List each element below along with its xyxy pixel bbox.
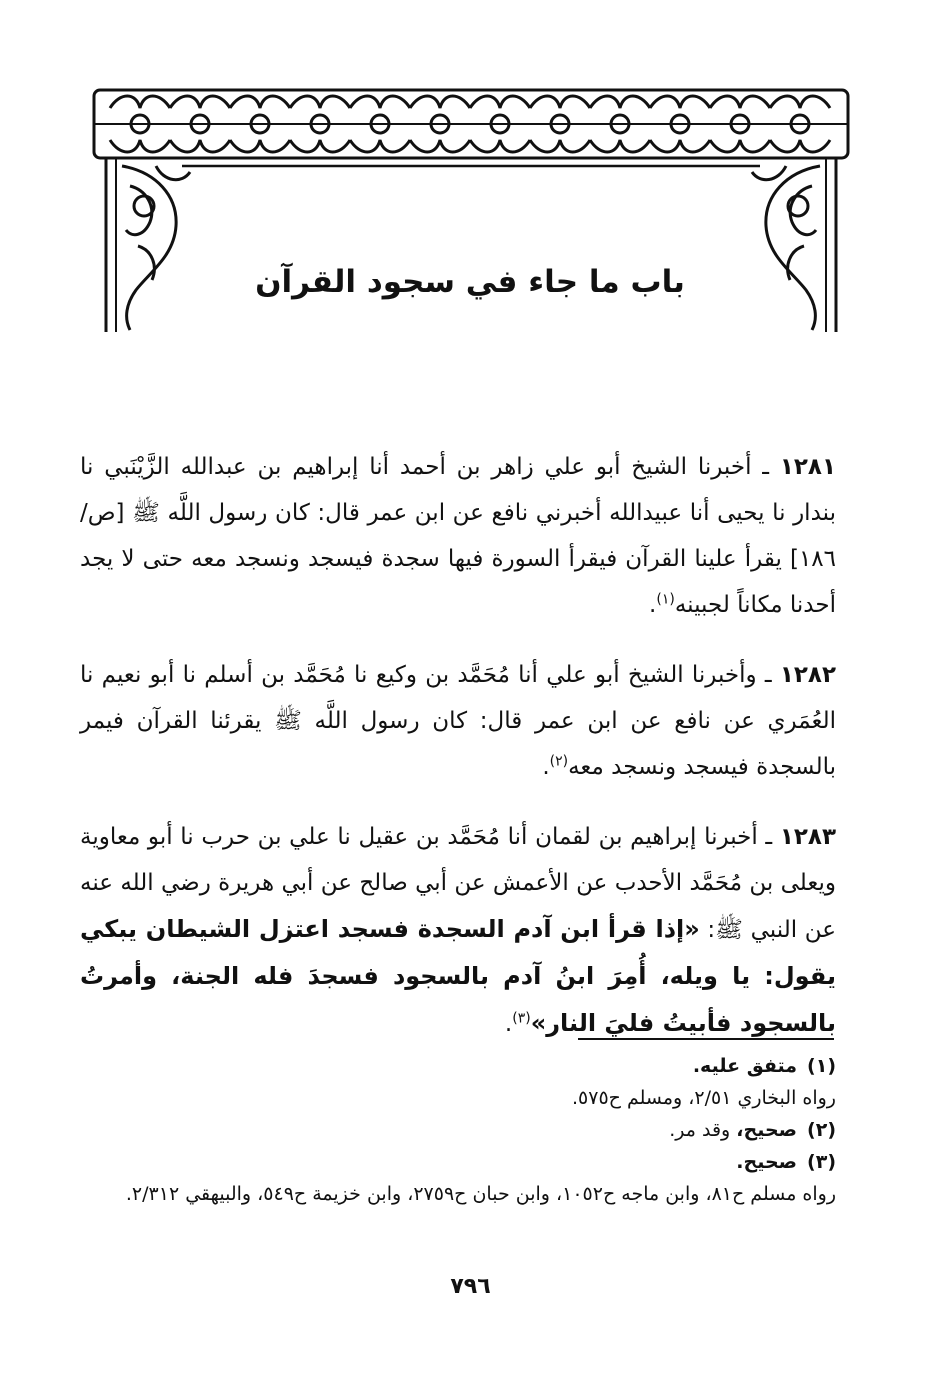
ornament-loop [290,96,350,108]
footnote-1-detail: رواه البخاري ٢/٥١، ومسلم ح٥٧٥. [572,1087,836,1109]
ornament-loop [770,140,830,152]
footnote-number: (٢) [807,1119,836,1141]
hadith-text: ـ وأخبرنا الشيخ أبو علي أنا مُحَمَّد بن وكيع نا مُحَمَّد بن أسلم نا أبو نعيم نا العُمَري عن نافع عن ابن عمر قال: كان رسول اللَّه ﷺ يقرئنا القرآن فيمر بالسجدة فيسجد ونسجد معه [80,662,836,780]
ornament-loop [350,96,410,108]
ornament-loop [230,96,290,108]
hadith-ending: . [504,1011,513,1037]
footnote-detail: وقد مر. [669,1119,731,1141]
hadith-text: ـ أخبرنا الشيخ أبو علي زاهر بن أحمد أنا إبراهيم بن عبدالله الزَّيْنَبي نا بندار نا يحيى أنا عبيدالله أخبرني نافع عن ابن عمر قال: كان رسول اللَّه ﷺ [ص/١٨٦] يقرأ علينا القرآن فيقرأ السورة فيها سجدة فيسجد ونسجد معه حتى لا يجد أحدنا مكاناً لجبينه [80,454,836,618]
ornament-loop [170,140,230,152]
ornament-loop [650,140,710,152]
ornament-loop [110,140,170,152]
footnote-1 [80,1050,836,1082]
ornament-loop [530,96,590,108]
footnote-3 [80,1146,836,1178]
hadith-number: ١٢٨٣ [779,824,836,850]
ornament-loop [590,96,650,108]
ornament-loop [650,96,710,108]
footnote-reference[interactable]: (٢) [549,753,569,770]
ornament-loop [530,140,590,152]
footnote-grade: متفق عليه. [692,1055,798,1077]
page-number: ٧٩٦ [450,1274,491,1299]
hadith-number: ١٢٨٢ [779,662,836,688]
hadith-number: ١٢٨١ [779,454,836,480]
ornament-loop [350,140,410,152]
ornament-loop [110,96,170,108]
footnote-grade: صحيح. [736,1151,798,1173]
ornament-loop [290,140,350,152]
footnote-3-detail: رواه مسلم ح٨١، وابن ماجه ح١٠٥٢، وابن حبان ح٢٧٥٩، وابن خزيمة ح٥٤٩، والبيهقي ٢/٣١٢. [125,1183,836,1205]
hadith-1282 [80,652,836,790]
footnote-reference[interactable]: (١) [656,591,675,608]
footnote-reference[interactable]: (٣) [512,1010,531,1027]
ornament-loop [470,140,530,152]
ornament-loop [770,96,830,108]
footnote-number: (١) [807,1055,836,1077]
footnotes [80,1050,836,1210]
hadith-1283 [80,814,836,1047]
footnote-number: (٣) [807,1151,836,1173]
ornament-loop [710,96,770,108]
ornament-loop [710,140,770,152]
chapter-title: باب ما جاء في سجود القرآن [255,264,685,300]
hadith-list [80,444,836,1071]
footnote-grade: صحيح، [736,1119,798,1141]
ornament-loop [410,140,470,152]
ornament-loop [470,96,530,108]
ornament-loop [590,140,650,152]
ornament-loop [230,140,290,152]
hadith-text: ـ أخبرنا إبراهيم بن لقمان أنا مُحَمَّد بن عقيل نا علي بن حرب نا أبو معاوية ويعلى بن مُحَمَّد الأحدب عن الأعمش عن أبي صالح عن أبي هريرة رضي الله عنه عن النبي ﷺ: [80,824,837,943]
hadith-quote: «إذا قرأ ابن آدم السجدة فسجد اعتزل الشيطان يبكي يقول: يا ويله، أُمِرَ ابنُ آدم بالسجود فسجدَ فله الجنة، وأمرتُ بالسجود فأبيتُ فليَ النار» [80,915,836,1037]
hadith-1281 [80,444,836,628]
ornament-loop [410,96,470,108]
hadith-ending: . [542,754,550,780]
ornament-loop [170,96,230,108]
footnote-divider [578,1038,834,1040]
hadith-ending: . [649,592,657,618]
footnote-2 [80,1114,836,1146]
